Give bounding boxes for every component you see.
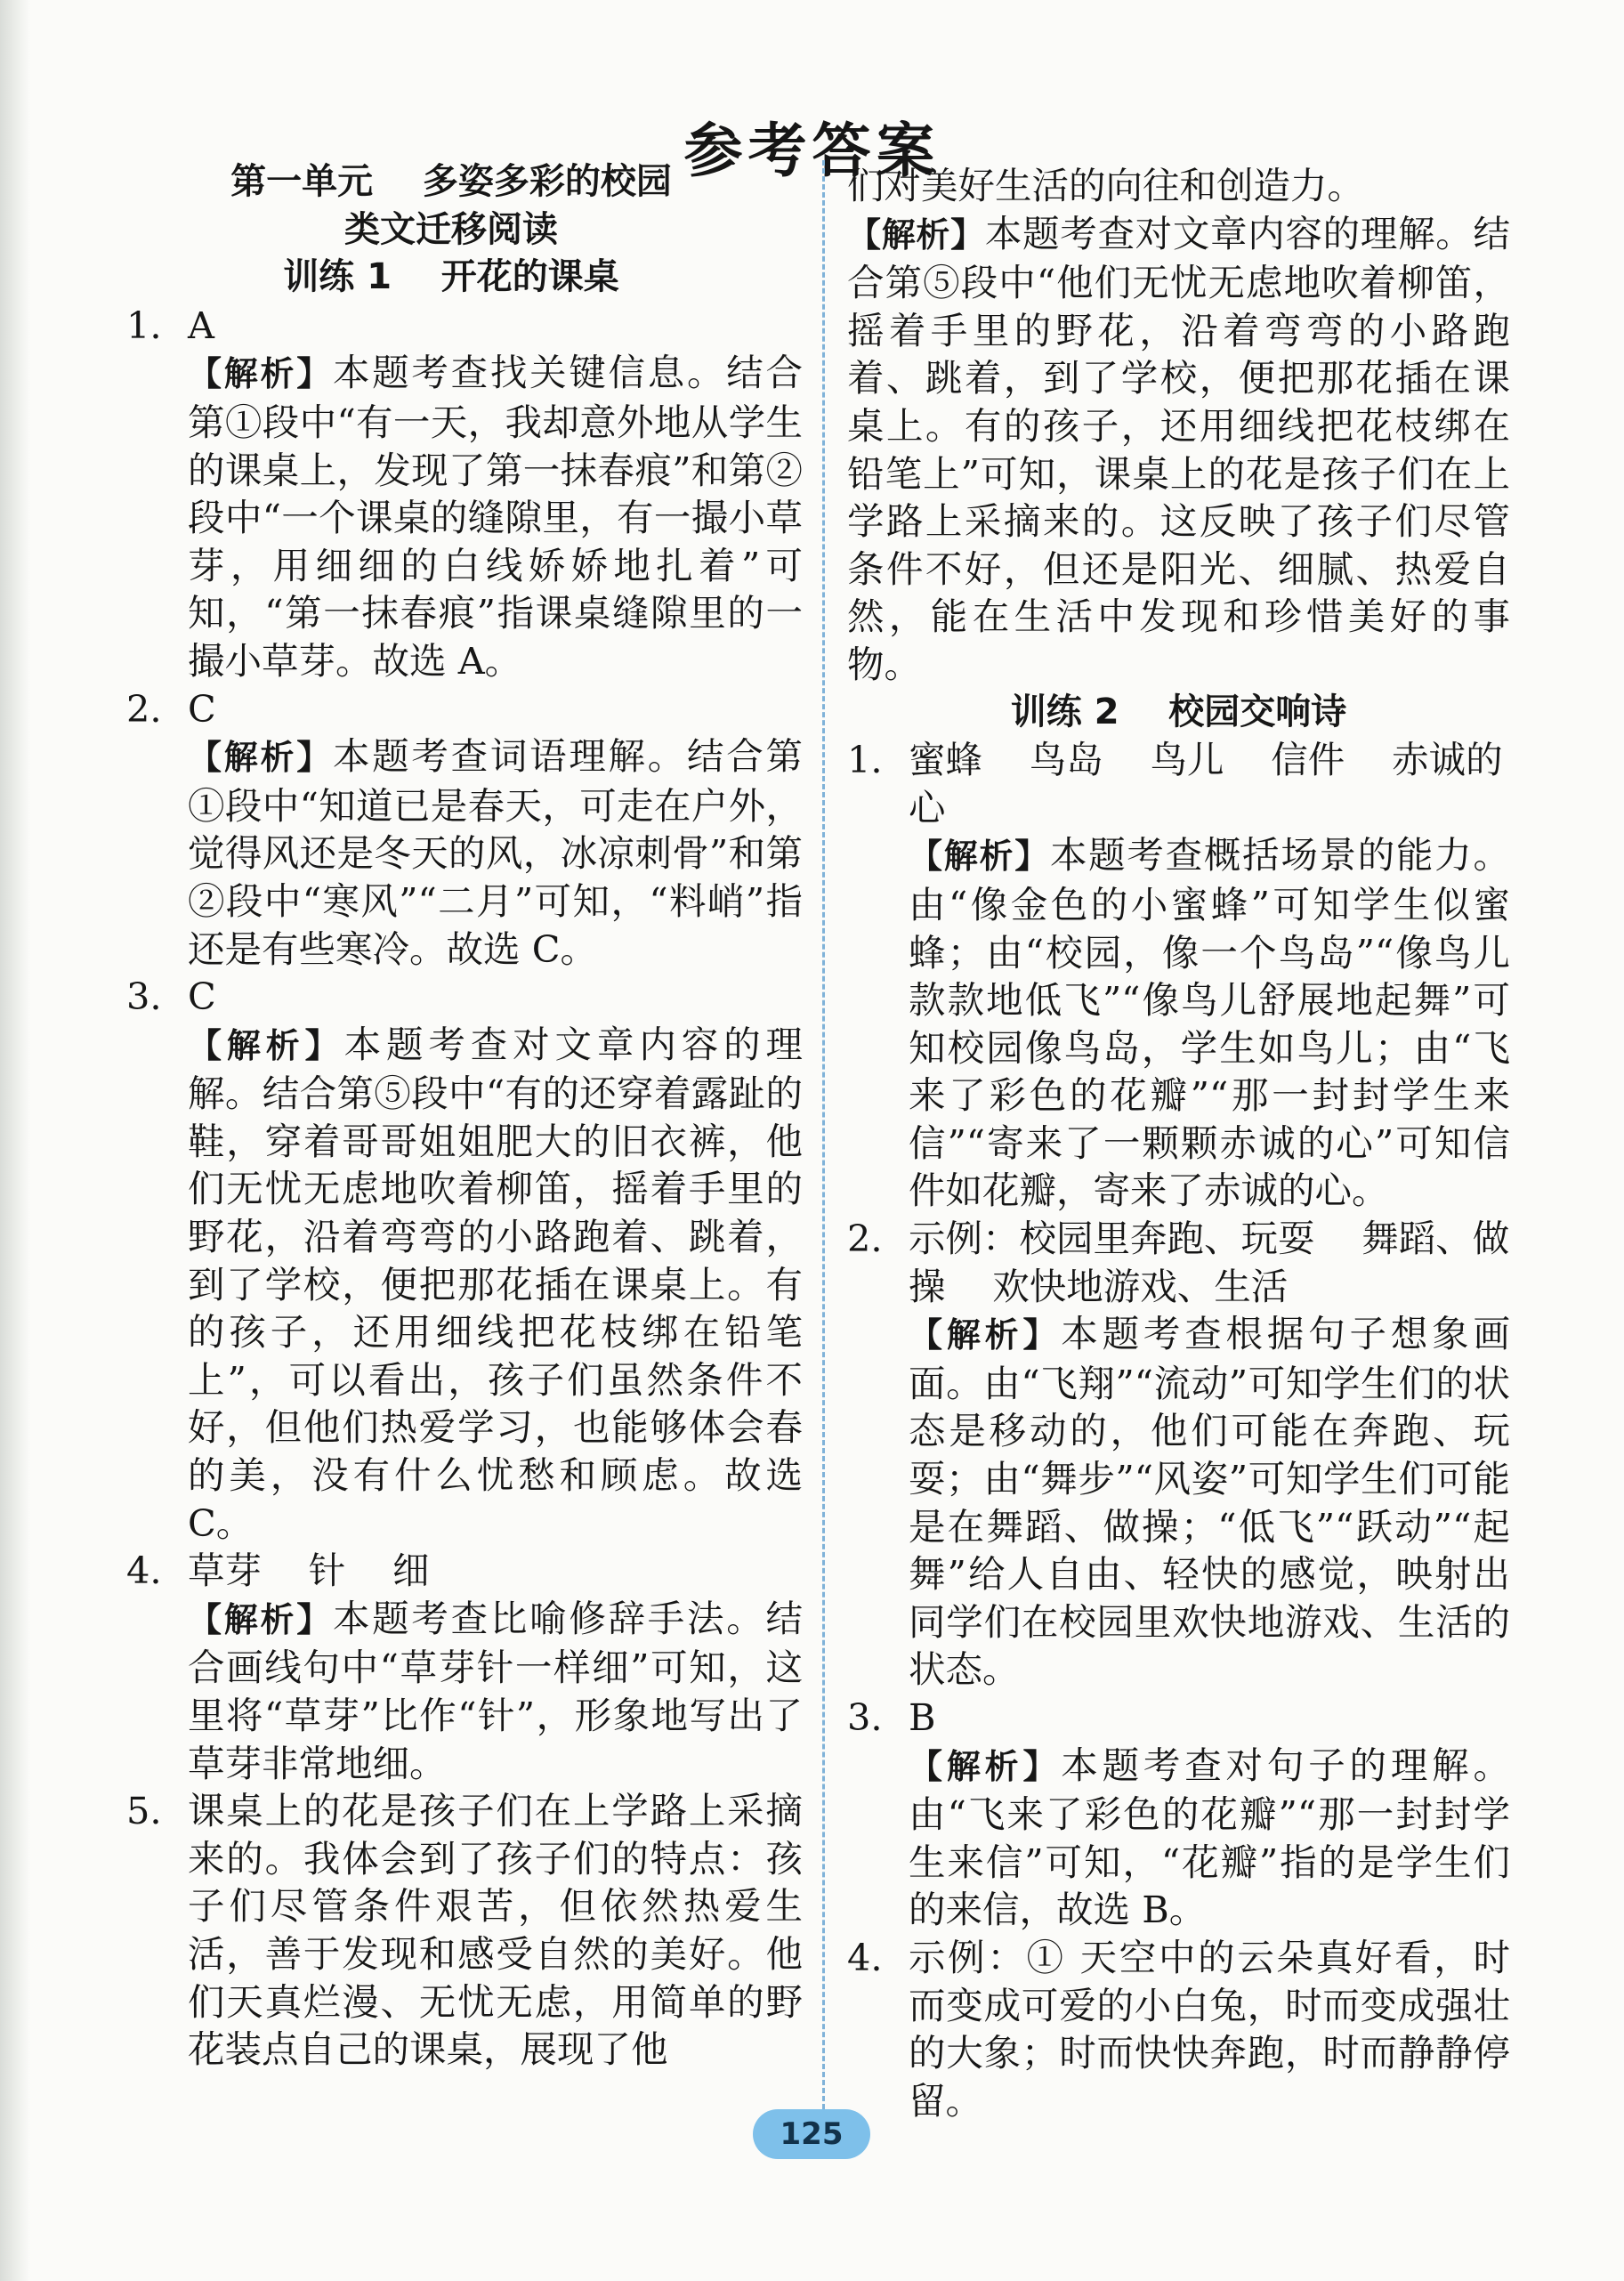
unit-title: 第一单元 多姿多彩的校园 bbox=[230, 161, 672, 202]
analysis-tag: 【解析】 bbox=[909, 837, 1050, 877]
item-answer: A bbox=[188, 303, 214, 347]
analysis-text: 本题考查对句子的理解。由“飞来了彩色的花瓣”“那一封封学生来信”可知，“花瓣”指的是学生们的来信，故选 B。 bbox=[909, 1743, 1510, 1932]
item-analysis bbox=[188, 1021, 803, 1548]
item-analysis bbox=[188, 732, 803, 973]
item-5-analysis bbox=[847, 210, 1510, 689]
answer-item-4 bbox=[847, 1934, 1510, 2124]
item-answer: C bbox=[188, 686, 216, 731]
analysis-text: 本题考查对文章内容的理解。结合第⑤段中“他们无忧无虑地吹着柳笛，摇着手里的野花，沿着弯弯的小路跑着、跳着，到了学校，便把那花插在课桌上。有的孩子，还用细线把花枝绑在铅笔上”可知，课桌上的花是孩子们在上学路上采摘来的。这反映了孩子们尽管条件不好，但还是阳光、细腻、热爱自然，能在生活中发现和珍惜美好的事物。 bbox=[847, 211, 1510, 686]
item-number: 1. bbox=[126, 303, 162, 347]
item-number: 2. bbox=[847, 1217, 883, 1261]
item-number: 1. bbox=[847, 738, 883, 782]
answer-item-2 bbox=[847, 1215, 1510, 1694]
answer-item-2 bbox=[126, 685, 803, 974]
item-number: 4. bbox=[847, 1935, 883, 1979]
item-answer: 示例：① 天空中的云朵真好看，时而变成可爱的小白兔，时而变成强壮的大象；时而快快奔跑，时而静静停留。 bbox=[909, 1935, 1510, 2123]
item-answer: 课桌上的花是孩子们在上学路上采摘来的。我体会到了孩子们的特点：孩子们尽管条件艰苦，但依然热爱生活，善于发现和感受自然的美好。他们天真烂漫、无忧无虑，用简单的野花装点自己的课桌，展现了他 bbox=[188, 1789, 803, 2072]
analysis-text: 本题考查找关键信息。结合第①段中“有一天，我却意外地从学生的课桌上，发现了第一抹春痕”和第②段中“一个课桌的缝隙里，有一撮小草芽，用细细的白线娇娇地扎着”可知，“第一抹春痕”指课桌缝隙里的一撮小草芽。故选 A。 bbox=[188, 351, 803, 683]
analysis-tag: 【解析】 bbox=[909, 1315, 1062, 1355]
analysis-text: 本题考查根据句子想象画面。由“飞翔”“流动”可知学生们的状态是移动的，他们可能在奔跑、玩耍；由“舞步”“风姿”可知学生们可能是在舞蹈、做操；“低飞”“跃动”“起舞”给人自由、轻快的感觉，映射出同学们在校园里欢快地游戏、生活的状态。 bbox=[909, 1312, 1510, 1692]
item-number: 3. bbox=[847, 1695, 883, 1739]
analysis-text: 本题考查对文章内容的理解。结合第⑤段中“有的还穿着露趾的鞋，穿着哥哥姐姐肥大的旧衣裤，他们无忧无虑地吹着柳笛，摇着手里的野花，沿着弯弯的小路跑着、跳着，到了学校，便把那花插在课桌上。有的孩子，还用细线把花枝绑在铅笔上”，可以看出，孩子们虽然条件不好，但他们热爱学习，也能够体会春的美，没有什么忧愁和顾虑。故选 C。 bbox=[188, 1022, 803, 1545]
item-analysis bbox=[909, 831, 1510, 1215]
item-answer: 蜜蜂 鸟岛 鸟儿 信件 赤诚的心 bbox=[909, 738, 1503, 829]
section-title: 类文迁移阅读 bbox=[344, 208, 558, 250]
answer-item-1 bbox=[126, 302, 803, 685]
page-title: 参考答案 bbox=[683, 117, 941, 186]
column-divider bbox=[822, 160, 825, 2109]
answer-item-4 bbox=[126, 1547, 803, 1787]
answer-item-1 bbox=[847, 736, 1510, 1215]
item-answer: 示例：校园里奔跑、玩耍 舞蹈、做操 欢快地游戏、生活 bbox=[909, 1217, 1510, 1308]
item-5-continuation: 们对美好生活的向往和创造力。 bbox=[847, 164, 1365, 207]
item-number: 2. bbox=[126, 686, 162, 731]
item-number: 4. bbox=[126, 1549, 162, 1593]
analysis-tag: 【解析】 bbox=[909, 1746, 1062, 1786]
training-2-title: 训练 2 校园交响诗 bbox=[1010, 691, 1347, 732]
item-answer: C bbox=[188, 975, 216, 1019]
analysis-tag: 【解析】 bbox=[847, 214, 985, 255]
analysis-tag: 【解析】 bbox=[188, 354, 333, 394]
item-number: 3. bbox=[126, 975, 162, 1019]
analysis-tag: 【解析】 bbox=[188, 1599, 333, 1639]
right-column bbox=[847, 162, 1510, 2124]
item-answer: B bbox=[909, 1695, 936, 1739]
analysis-tag: 【解析】 bbox=[188, 738, 333, 778]
item-analysis bbox=[909, 1742, 1510, 1934]
item-answer: 草芽 针 细 bbox=[188, 1549, 430, 1593]
analysis-text: 本题考查概括场景的能力。由“像金色的小蜜蜂”可知学生似蜜蜂；由“校园，像一个鸟岛”“像鸟儿款款地低飞”“像鸟儿舒展地起舞”可知校园像鸟岛，学生如鸟儿；由“飞来了彩色的花瓣”“那一封封学生来信”“寄来了一颗颗赤诚的心”可知信件如花瓣，寄来了赤诚的心。 bbox=[909, 833, 1510, 1213]
item-analysis bbox=[909, 1310, 1510, 1694]
analysis-text: 本题考查比喻修辞手法。结合画线句中“草芽针一样细”可知，这里将“草芽”比作“针”，形象地写出了草芽非常地细。 bbox=[188, 1596, 803, 1785]
analysis-tag: 【解析】 bbox=[188, 1025, 344, 1065]
page-number-badge: 125 bbox=[753, 2109, 870, 2159]
answer-item-3 bbox=[126, 973, 803, 1547]
answer-item-5 bbox=[126, 1787, 803, 2074]
item-analysis bbox=[188, 1595, 803, 1787]
left-column bbox=[126, 158, 803, 2074]
training-1-title: 训练 1 开花的课桌 bbox=[283, 256, 619, 298]
analysis-text: 本题考查词语理解。结合第①段中“知道已是春天，可走在户外，觉得风还是冬天的风，冰凉刺骨”和第②段中“寒风”“二月”可知，“料峭”指还是有些寒冷。故选 C。 bbox=[188, 734, 803, 971]
page-binding-edge bbox=[0, 0, 30, 2281]
answer-item-3 bbox=[847, 1694, 1510, 1934]
item-number: 5. bbox=[126, 1789, 162, 1833]
item-analysis bbox=[188, 349, 803, 684]
